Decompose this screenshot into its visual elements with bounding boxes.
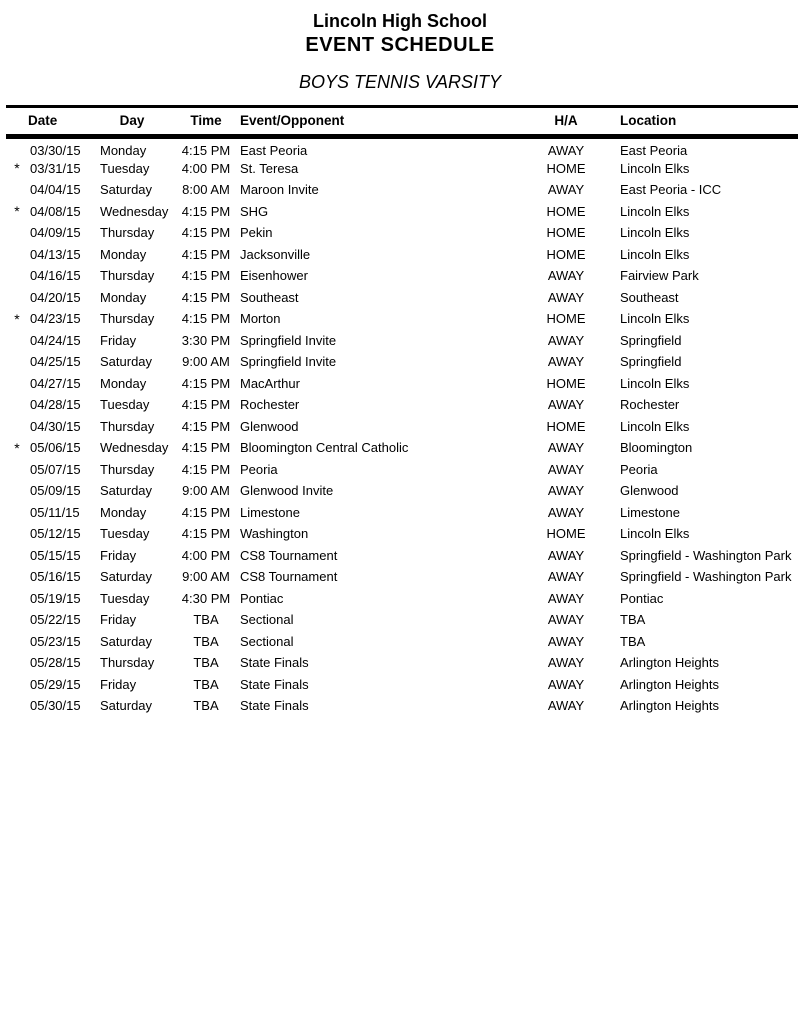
home-away-cell: AWAY xyxy=(547,461,585,477)
table-row xyxy=(6,244,798,266)
event-cell: Sectional xyxy=(240,633,294,649)
time-cell: 9:00 AM xyxy=(182,354,230,370)
location-cell: Springfield - Washington Park xyxy=(620,547,792,563)
home-away-cell: AWAY xyxy=(547,182,585,198)
time-cell: TBA xyxy=(193,612,219,628)
star-marker xyxy=(6,287,28,309)
day-cell: Wednesday xyxy=(100,440,169,456)
star-marker xyxy=(6,373,28,395)
date-cell: 04/13/15 xyxy=(30,246,81,262)
home-away-cell: AWAY xyxy=(547,590,585,606)
table-row xyxy=(6,373,798,395)
location-cell: TBA xyxy=(620,633,646,649)
table-row xyxy=(6,265,798,287)
table-row xyxy=(6,523,798,545)
home-away-cell: AWAY xyxy=(547,612,585,628)
star-marker xyxy=(6,631,28,653)
star-marker xyxy=(6,351,28,373)
time-cell: 4:15 PM xyxy=(181,375,231,391)
event-cell: State Finals xyxy=(240,676,309,692)
table-row xyxy=(6,179,798,201)
star-marker xyxy=(6,265,28,287)
event-cell: MacArthur xyxy=(240,375,300,391)
table-row xyxy=(6,588,798,610)
date-cell: 05/09/15 xyxy=(30,483,81,499)
time-cell: 9:00 AM xyxy=(182,569,230,585)
location-cell: Lincoln Elks xyxy=(620,160,690,176)
star-marker xyxy=(6,222,28,244)
day-cell: Thursday xyxy=(100,655,155,671)
location-cell: Fairview Park xyxy=(620,268,699,284)
location-cell: Arlington Heights xyxy=(620,655,719,671)
location-cell: TBA xyxy=(620,612,646,628)
date-cell: 04/27/15 xyxy=(30,375,81,391)
home-away-cell: AWAY xyxy=(547,289,585,305)
location-cell: Lincoln Elks xyxy=(620,203,690,219)
event-cell: Glenwood xyxy=(240,418,299,434)
event-cell: State Finals xyxy=(240,698,309,714)
date-cell: 04/30/15 xyxy=(30,418,81,434)
date-cell: 03/31/15 xyxy=(30,160,81,176)
date-cell: 05/19/15 xyxy=(30,590,81,606)
day-cell: Tuesday xyxy=(100,526,150,542)
day-cell: Monday xyxy=(100,289,147,305)
day-cell: Friday xyxy=(100,332,137,348)
event-cell: Eisenhower xyxy=(240,268,308,284)
location-cell: Springfield xyxy=(620,332,682,348)
day-cell: Thursday xyxy=(100,418,155,434)
date-cell: 03/30/15 xyxy=(30,142,81,158)
home-away-cell: AWAY xyxy=(547,483,585,499)
event-cell: Pontiac xyxy=(240,590,284,606)
time-cell: 4:15 PM xyxy=(181,225,231,241)
page-title: EVENT SCHEDULE xyxy=(305,33,495,56)
day-cell: Friday xyxy=(100,547,137,563)
event-cell: East Peoria xyxy=(240,142,308,158)
time-cell: TBA xyxy=(193,676,219,692)
day-cell: Saturday xyxy=(100,182,153,198)
table-row xyxy=(6,394,798,416)
home-away-cell: AWAY xyxy=(547,142,585,158)
time-cell: 8:00 AM xyxy=(182,182,230,198)
date-cell: 04/24/15 xyxy=(30,332,81,348)
date-cell: 05/23/15 xyxy=(30,633,81,649)
location-cell: Lincoln Elks xyxy=(620,311,690,327)
table-row xyxy=(6,287,798,309)
star-marker xyxy=(6,566,28,588)
time-cell: 4:15 PM xyxy=(181,268,231,284)
date-cell: 05/07/15 xyxy=(30,461,81,477)
home-away-cell: AWAY xyxy=(547,569,585,585)
day-cell: Monday xyxy=(100,142,147,158)
event-cell: Bloomington Central Catholic xyxy=(240,440,409,456)
home-away-cell: AWAY xyxy=(547,676,585,692)
table-row xyxy=(6,437,798,459)
event-cell: State Finals xyxy=(240,655,309,671)
time-cell: 4:30 PM xyxy=(181,590,231,606)
home-away-cell: HOME xyxy=(546,160,586,176)
time-cell: 4:15 PM xyxy=(181,504,231,520)
date-cell: 05/16/15 xyxy=(30,569,81,585)
date-cell: 05/12/15 xyxy=(30,526,81,542)
date-cell: 04/28/15 xyxy=(30,397,81,413)
date-cell: 04/25/15 xyxy=(30,354,81,370)
location-cell: Limestone xyxy=(620,504,680,520)
location-cell: Lincoln Elks xyxy=(620,225,690,241)
time-column-header: Time xyxy=(172,106,240,136)
location-cell: Springfield xyxy=(620,354,682,370)
date-cell: 04/20/15 xyxy=(30,289,81,305)
ha-column-header: H/A xyxy=(518,106,614,136)
table-row xyxy=(6,631,798,653)
table-row xyxy=(6,158,798,180)
location-cell: Springfield - Washington Park xyxy=(620,569,792,585)
table-row xyxy=(6,201,798,223)
table-row xyxy=(6,502,798,524)
star-marker xyxy=(6,330,28,352)
day-cell: Saturday xyxy=(100,483,153,499)
home-away-cell: AWAY xyxy=(547,354,585,370)
event-cell: SHG xyxy=(240,203,269,219)
location-cell: Lincoln Elks xyxy=(620,375,690,391)
day-cell: Thursday xyxy=(100,461,155,477)
star-marker xyxy=(6,244,28,266)
date-cell: 04/04/15 xyxy=(30,182,81,198)
home-away-cell: AWAY xyxy=(547,633,585,649)
star-marker xyxy=(6,695,28,717)
day-cell: Tuesday xyxy=(100,160,150,176)
table-header xyxy=(6,106,798,136)
home-away-cell: HOME xyxy=(546,418,586,434)
time-cell: 3:30 PM xyxy=(181,332,231,348)
table-row xyxy=(6,330,798,352)
event-cell: Peoria xyxy=(240,461,278,477)
time-cell: 4:15 PM xyxy=(181,246,231,262)
event-cell: Springfield Invite xyxy=(240,332,337,348)
day-cell: Thursday xyxy=(100,311,155,327)
date-cell: 05/29/15 xyxy=(30,676,81,692)
star-marker xyxy=(6,502,28,524)
schedule-body xyxy=(6,136,798,717)
date-cell: 04/09/15 xyxy=(30,225,81,241)
star-marker xyxy=(6,609,28,631)
time-cell: TBA xyxy=(193,655,219,671)
location-cell: Arlington Heights xyxy=(620,698,719,714)
star-marker xyxy=(6,179,28,201)
time-cell: 9:00 AM xyxy=(182,483,230,499)
time-cell: 4:15 PM xyxy=(181,461,231,477)
home-away-cell: AWAY xyxy=(547,397,585,413)
home-away-cell: HOME xyxy=(546,311,586,327)
event-cell: Pekin xyxy=(240,225,273,241)
table-row xyxy=(6,416,798,438)
day-cell: Thursday xyxy=(100,225,155,241)
location-cell: Lincoln Elks xyxy=(620,246,690,262)
table-row xyxy=(6,609,798,631)
event-cell: St. Teresa xyxy=(240,160,299,176)
date-cell: 05/30/15 xyxy=(30,698,81,714)
location-cell: Rochester xyxy=(620,397,680,413)
event-column-header: Event/Opponent xyxy=(240,106,518,136)
event-cell: Rochester xyxy=(240,397,300,413)
location-cell: Peoria xyxy=(620,461,658,477)
time-cell: 4:15 PM xyxy=(181,397,231,413)
star-marker: * xyxy=(14,160,20,177)
home-away-cell: HOME xyxy=(546,375,586,391)
day-cell: Monday xyxy=(100,246,147,262)
star-marker: * xyxy=(14,310,20,327)
star-marker xyxy=(6,416,28,438)
event-cell: Sectional xyxy=(240,612,294,628)
star-marker: * xyxy=(14,203,20,220)
star-marker xyxy=(6,588,28,610)
table-row xyxy=(6,480,798,502)
location-cell: Lincoln Elks xyxy=(620,418,690,434)
date-cell: 05/11/15 xyxy=(30,504,80,520)
event-cell: Morton xyxy=(240,311,281,327)
day-column-header: Day xyxy=(92,106,172,136)
time-cell: TBA xyxy=(193,633,219,649)
location-column-header: Location xyxy=(614,106,798,136)
time-cell: 4:00 PM xyxy=(181,160,231,176)
table-row xyxy=(6,459,798,481)
star-marker xyxy=(6,545,28,567)
event-cell: CS8 Tournament xyxy=(240,569,338,585)
home-away-cell: AWAY xyxy=(547,655,585,671)
day-cell: Saturday xyxy=(100,698,153,714)
star-marker xyxy=(6,480,28,502)
home-away-cell: HOME xyxy=(546,246,586,262)
time-cell: 4:15 PM xyxy=(181,440,231,456)
table-row xyxy=(6,695,798,717)
day-cell: Saturday xyxy=(100,354,153,370)
location-cell: Arlington Heights xyxy=(620,676,719,692)
day-cell: Saturday xyxy=(100,569,153,585)
home-away-cell: HOME xyxy=(546,225,586,241)
location-cell: Glenwood xyxy=(620,483,679,499)
location-cell: Bloomington xyxy=(620,440,693,456)
date-cell: 04/23/15 xyxy=(30,311,81,327)
day-cell: Friday xyxy=(100,612,137,628)
star-marker xyxy=(6,136,28,158)
home-away-cell: AWAY xyxy=(547,547,585,563)
star-marker xyxy=(6,394,28,416)
home-away-cell: AWAY xyxy=(547,698,585,714)
home-away-cell: AWAY xyxy=(547,332,585,348)
star-marker: * xyxy=(14,439,20,456)
home-away-cell: AWAY xyxy=(547,504,585,520)
day-cell: Tuesday xyxy=(100,397,150,413)
event-cell: Maroon Invite xyxy=(240,182,319,198)
date-cell: 04/08/15 xyxy=(30,203,81,219)
home-away-cell: HOME xyxy=(546,526,586,542)
table-row xyxy=(6,351,798,373)
home-away-cell: AWAY xyxy=(547,268,585,284)
day-cell: Wednesday xyxy=(100,203,169,219)
home-away-cell: HOME xyxy=(546,203,586,219)
title-block xyxy=(0,0,800,93)
event-cell: Springfield Invite xyxy=(240,354,337,370)
star-marker xyxy=(6,674,28,696)
table-row xyxy=(6,652,798,674)
time-cell: 4:15 PM xyxy=(181,311,231,327)
event-cell: Limestone xyxy=(240,504,300,520)
table-row xyxy=(6,566,798,588)
date-cell: 04/16/15 xyxy=(30,268,81,284)
event-cell: Glenwood Invite xyxy=(240,483,334,499)
table-row xyxy=(6,136,798,158)
date-cell: 05/28/15 xyxy=(30,655,81,671)
time-cell: 4:15 PM xyxy=(181,203,231,219)
time-cell: 4:15 PM xyxy=(181,418,231,434)
date-cell: 05/06/15 xyxy=(30,440,81,456)
star-column-header xyxy=(6,106,28,136)
location-cell: Lincoln Elks xyxy=(620,526,690,542)
time-cell: 4:15 PM xyxy=(181,526,231,542)
star-marker xyxy=(6,652,28,674)
day-cell: Monday xyxy=(100,375,147,391)
day-cell: Tuesday xyxy=(100,590,150,606)
date-cell: 05/15/15 xyxy=(30,547,81,563)
table-row xyxy=(6,674,798,696)
star-marker xyxy=(6,523,28,545)
date-column-header: Date xyxy=(28,106,92,136)
date-cell: 05/22/15 xyxy=(30,612,81,628)
time-cell: 4:15 PM xyxy=(181,142,231,158)
event-cell: CS8 Tournament xyxy=(240,547,338,563)
location-cell: Southeast xyxy=(620,289,679,305)
location-cell: East Peoria xyxy=(620,142,688,158)
day-cell: Saturday xyxy=(100,633,153,649)
event-cell: Southeast xyxy=(240,289,299,305)
location-cell: East Peoria - ICC xyxy=(620,182,722,198)
location-cell: Pontiac xyxy=(620,590,664,606)
home-away-cell: AWAY xyxy=(547,440,585,456)
table-row xyxy=(6,545,798,567)
school-name: Lincoln High School xyxy=(313,11,487,31)
time-cell: 4:15 PM xyxy=(181,289,231,305)
table-row xyxy=(6,308,798,330)
time-cell: TBA xyxy=(193,698,219,714)
star-marker xyxy=(6,459,28,481)
day-cell: Thursday xyxy=(100,268,155,284)
team-subtitle: BOYS TENNIS VARSITY xyxy=(298,71,502,92)
schedule-table xyxy=(6,105,798,717)
day-cell: Friday xyxy=(100,676,137,692)
time-cell: 4:00 PM xyxy=(181,547,231,563)
table-row xyxy=(6,222,798,244)
event-cell: Jacksonville xyxy=(240,246,311,262)
event-cell: Washington xyxy=(240,526,309,542)
day-cell: Monday xyxy=(100,504,147,520)
